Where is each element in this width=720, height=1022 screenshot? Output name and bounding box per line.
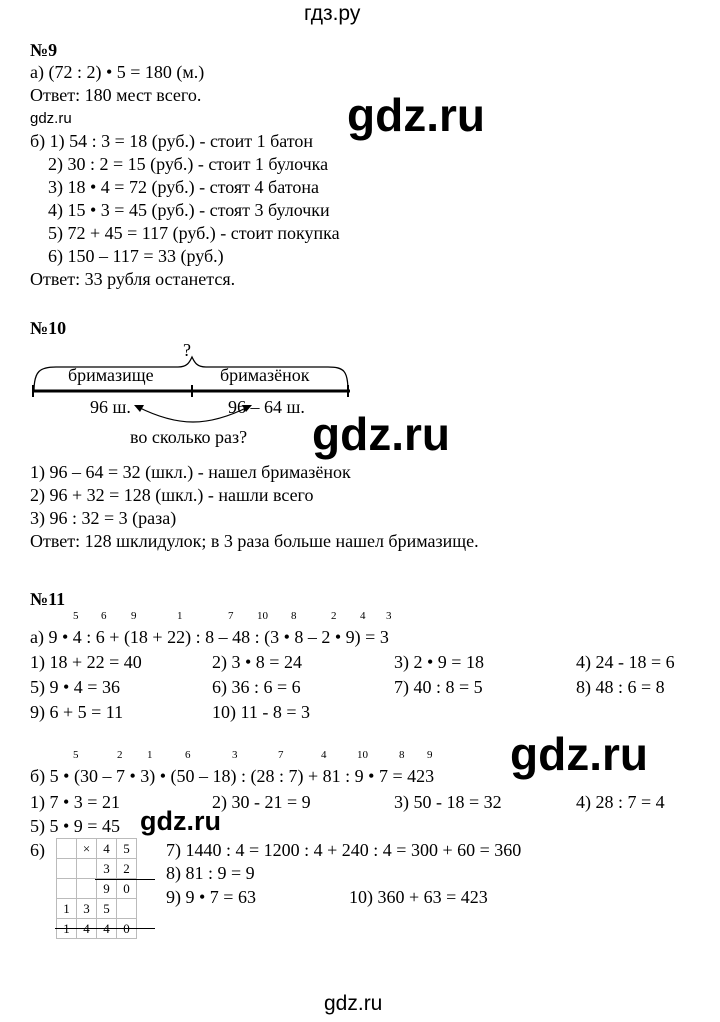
footer-watermark: gdz.ru <box>324 992 383 1015</box>
order-mark: 1 <box>147 749 153 761</box>
task11-b-step: 10) 360 + 63 = 423 <box>349 887 488 907</box>
grid-cell: 5 <box>117 839 137 859</box>
order-mark: 10 <box>257 610 268 622</box>
watermark-4: gdz.ru <box>140 806 221 836</box>
order-mark: 5 <box>73 749 79 761</box>
order-mark: 3 <box>232 749 238 761</box>
order-mark: 9 <box>427 749 433 761</box>
order-mark: 9 <box>131 610 137 622</box>
order-mark: 6 <box>101 610 107 622</box>
watermark-1: gdz.ru <box>347 89 485 141</box>
task11-a-step: 10) 11 - 8 = 3 <box>212 702 310 722</box>
task11-a-step: 3) 2 • 9 = 18 <box>394 652 484 672</box>
task11-a-step: 7) 40 : 8 = 5 <box>394 677 483 697</box>
task11-a-expression: а) 9 • 4 : 6 + (18 + 22) : 8 – 48 : (3 • 8 – 2 • 9) = 3 <box>30 627 389 647</box>
diagram-right-value: 96 – 64 ш. <box>228 397 305 417</box>
grid-cell: 3 <box>97 859 117 879</box>
task10-line: 3) 96 : 32 = 3 (раза) <box>30 508 177 528</box>
grid-cell: 9 <box>97 879 117 899</box>
order-mark: 7 <box>278 749 284 761</box>
task11-b-step: 7) 1440 : 4 = 1200 : 4 + 240 : 4 = 300 + 60 = 360 <box>166 840 522 860</box>
watermark-small-1: gdz.ru <box>30 110 72 127</box>
grid-cell: 3 <box>77 899 97 919</box>
task11-a-step: 6) 36 : 6 = 6 <box>212 677 301 697</box>
grid-cell: 0 <box>117 919 137 939</box>
task10-line: 2) 96 + 32 = 128 (шкл.) - нашли всего <box>30 485 314 505</box>
order-mark: 1 <box>177 610 183 622</box>
order-mark: 10 <box>357 749 368 761</box>
order-mark: 8 <box>291 610 297 622</box>
task9-b-answer: Ответ: 33 рубля останется. <box>30 269 236 289</box>
task11-b-step: 1) 7 • 3 = 21 <box>30 792 120 812</box>
task9-b-line: 2) 30 : 2 = 15 (руб.) - стоит 1 булочка <box>48 154 329 174</box>
column-multiplication-grid <box>56 838 137 939</box>
grid-cell: × <box>77 839 97 859</box>
grid-cell <box>57 859 77 879</box>
task11-b-step: 2) 30 - 21 = 9 <box>212 792 311 812</box>
grid-cell: 4 <box>97 919 117 939</box>
grid-cell: 1 <box>57 919 77 939</box>
task11-b-step: 4) 28 : 7 = 4 <box>576 792 665 812</box>
diagram-right-label: бримазёнок <box>220 365 310 385</box>
task10-line: 1) 96 – 64 = 32 (шкл.) - нашел бримазёнок <box>30 462 351 482</box>
task10-title: №10 <box>30 318 67 338</box>
order-mark: 2 <box>117 749 123 761</box>
order-mark: 4 <box>360 610 366 622</box>
grid-cell: 0 <box>117 879 137 899</box>
task9-a-line: а) (72 : 2) • 5 = 180 (м.) <box>30 62 205 82</box>
task11-b-step: 3) 50 - 18 = 32 <box>394 792 502 812</box>
task11-b-step: 8) 81 : 9 = 9 <box>166 863 255 883</box>
watermark-3: gdz.ru <box>510 728 648 780</box>
grid-cell <box>57 839 77 859</box>
diagram-left-label: бримазище <box>68 365 154 385</box>
order-mark: 3 <box>386 610 392 622</box>
order-mark: 6 <box>185 749 191 761</box>
task9-b-line: 5) 72 + 45 = 117 (руб.) - стоит покупка <box>48 223 340 243</box>
task11-a-step: 1) 18 + 22 = 40 <box>30 652 142 672</box>
task9-b-line: 6) 150 – 117 = 33 (руб.) <box>48 246 224 266</box>
order-mark: 5 <box>73 610 79 622</box>
grid-cell: 1 <box>57 899 77 919</box>
diagram-question: ? <box>183 340 191 360</box>
task9-b-line: б) 1) 54 : 3 = 18 (руб.) - стоит 1 батон <box>30 131 314 151</box>
grid-cell <box>77 879 97 899</box>
site-header: гдз.ру <box>304 2 361 25</box>
watermark-2: gdz.ru <box>312 408 450 460</box>
task11-a-step: 5) 9 • 4 = 36 <box>30 677 120 697</box>
task11-b-step: 9) 9 • 7 = 63 <box>166 887 256 907</box>
task11-title: №11 <box>30 589 66 609</box>
grid-cell: 5 <box>97 899 117 919</box>
grid-cell <box>57 879 77 899</box>
task11-a-step: 4) 24 - 18 = 6 <box>576 652 675 672</box>
diagram-left-value: 96 ш. <box>90 397 131 417</box>
grid-cell: 4 <box>77 919 97 939</box>
order-mark: 8 <box>399 749 405 761</box>
order-mark: 2 <box>331 610 337 622</box>
order-mark: 7 <box>228 610 234 622</box>
diagram-arrow-label: во сколько раз? <box>130 427 248 447</box>
grid-underline <box>95 879 155 880</box>
task9-a-answer: Ответ: 180 мест всего. <box>30 85 202 105</box>
task11-a-step: 8) 48 : 6 = 8 <box>576 677 665 697</box>
order-mark: 4 <box>321 749 327 761</box>
task11-b-step: 5) 5 • 9 = 45 <box>30 816 120 836</box>
grid-underline <box>55 928 155 929</box>
task9-b-line: 4) 15 • 3 = 45 (руб.) - стоят 3 булочки <box>48 200 330 220</box>
task10-answer: Ответ: 128 шклидулок; в 3 раза больше нашел бримазище. <box>30 531 479 551</box>
grid-cell <box>77 859 97 879</box>
task11-a-step: 9) 6 + 5 = 11 <box>30 702 124 722</box>
task9-title: №9 <box>30 40 58 60</box>
task11-b-expression: б) 5 • (30 – 7 • 3) • (50 – 18) : (28 : 7) + 81 : 9 • 7 = 423 <box>30 766 435 786</box>
grid-cell <box>117 899 137 919</box>
task9-b-line: 3) 18 • 4 = 72 (руб.) - стоят 4 батона <box>48 177 319 197</box>
grid-cell: 4 <box>97 839 117 859</box>
grid-cell: 2 <box>117 859 137 879</box>
task11-a-step: 2) 3 • 8 = 24 <box>212 652 302 672</box>
task11-b6-label: 6) <box>30 840 45 860</box>
